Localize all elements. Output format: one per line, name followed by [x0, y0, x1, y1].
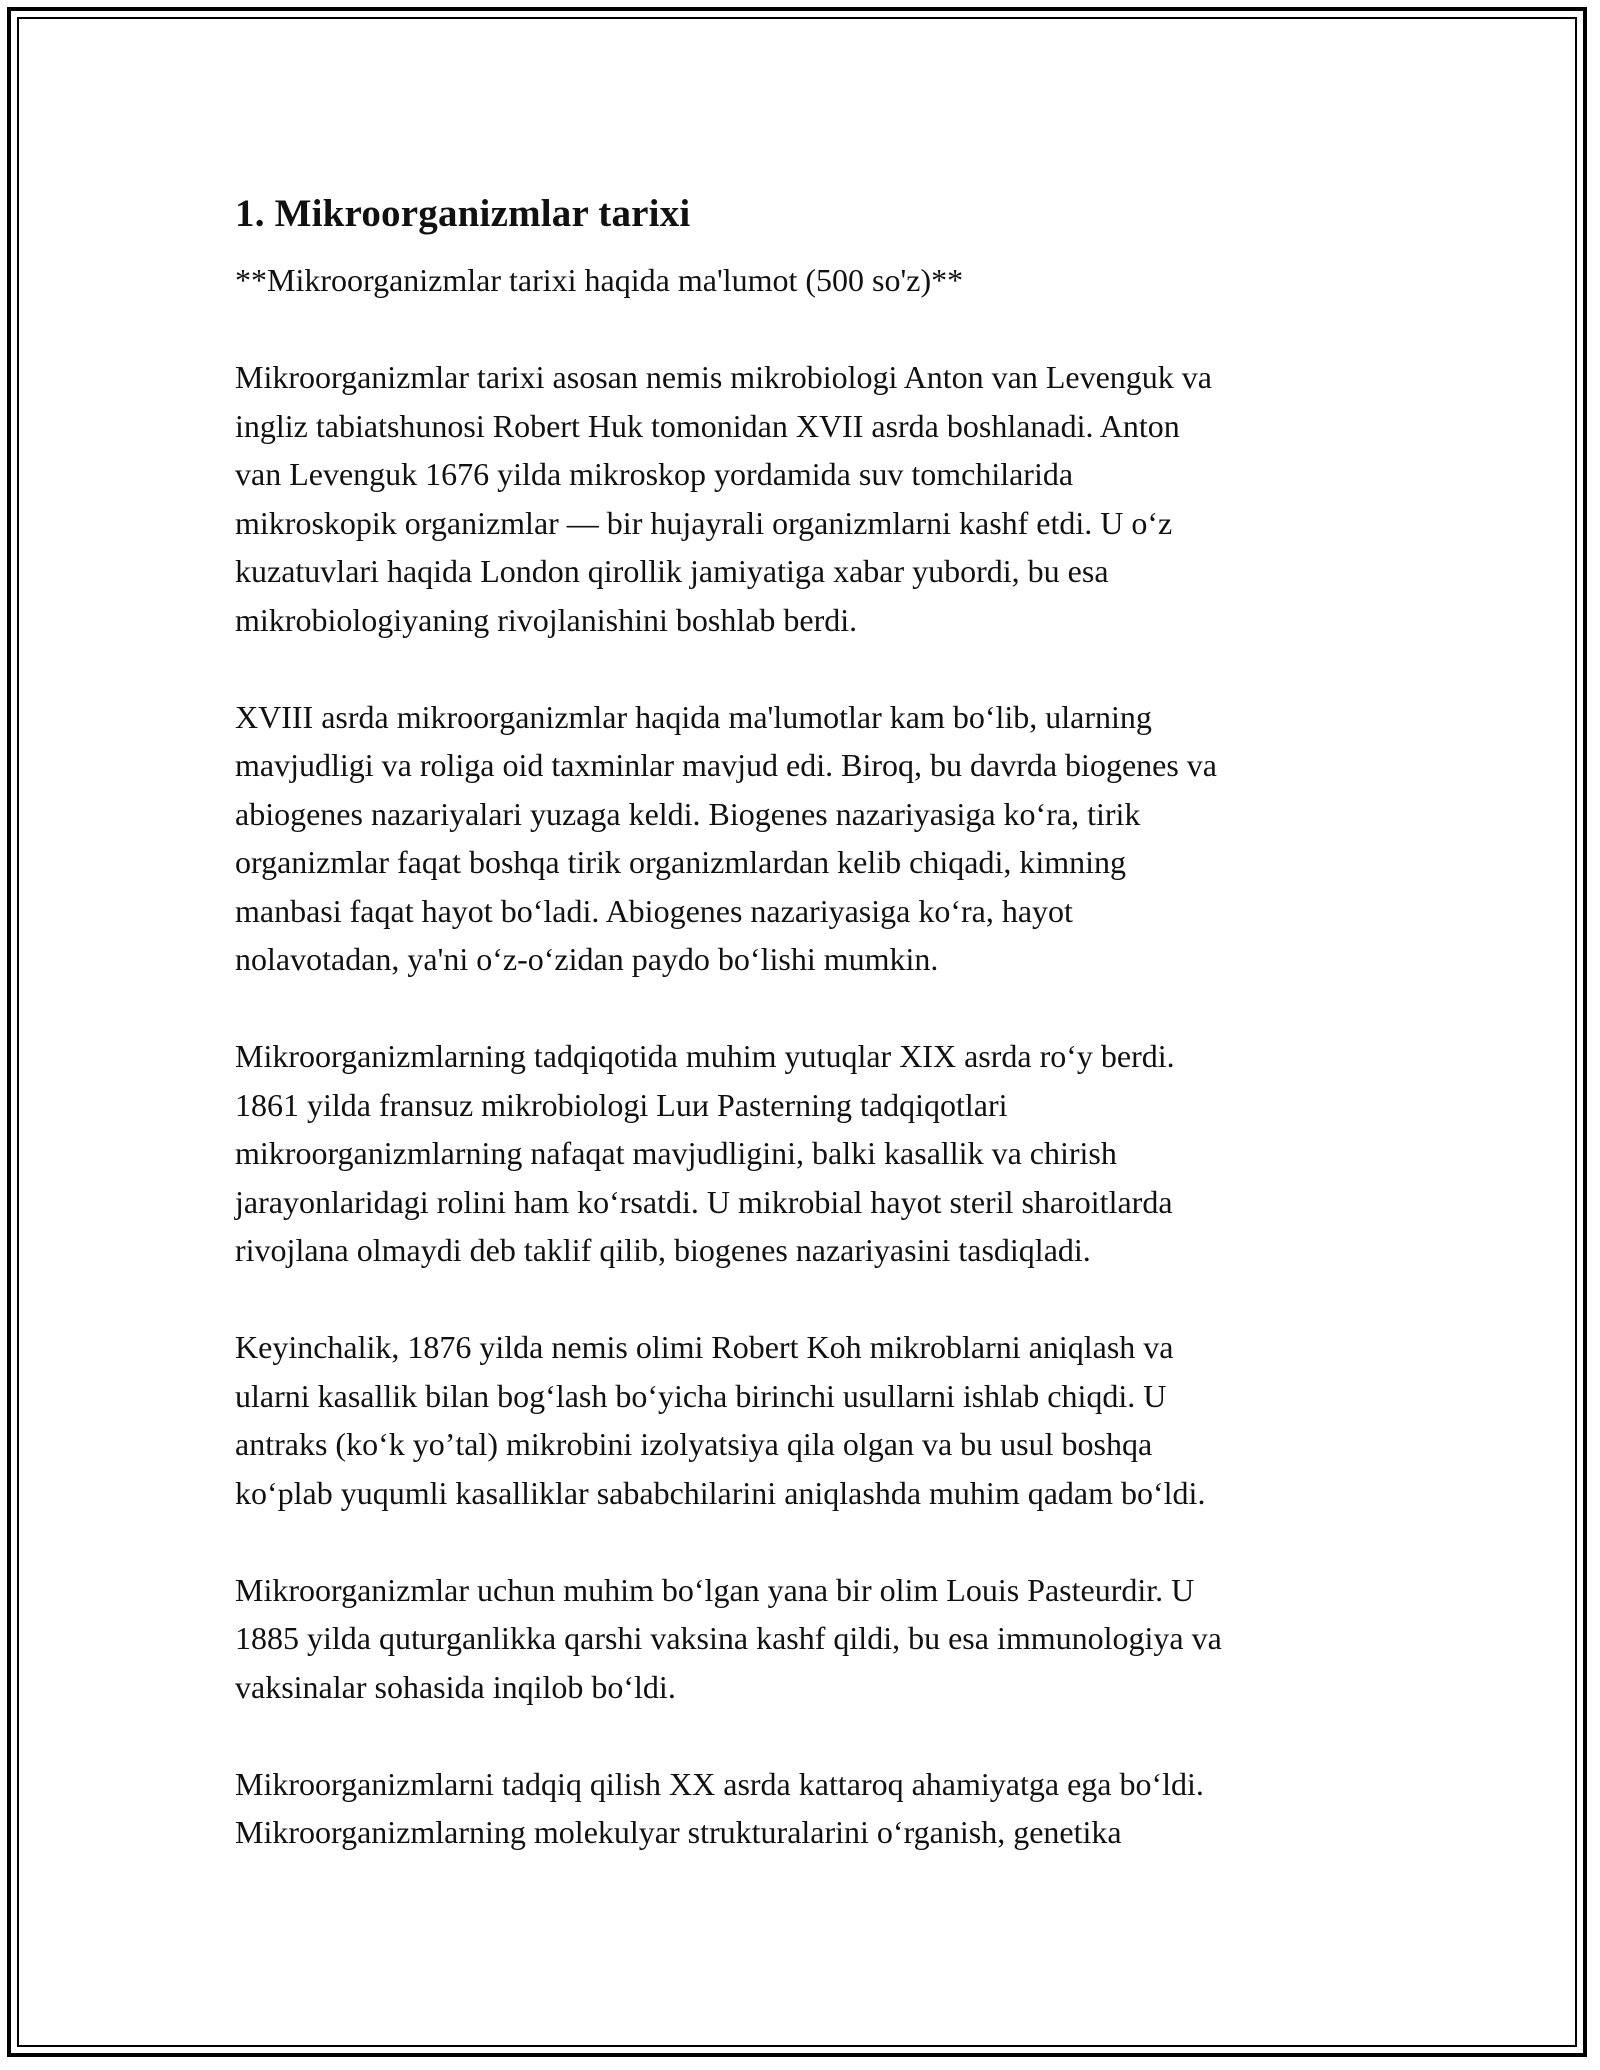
- paragraph-line: antraks (koʻk yoʼtal) mikrobini izolyatsiya qila olgan va bu usul boshqa: [235, 1426, 1153, 1462]
- paragraph-line: rivojlana olmaydi deb taklif qilib, biogenes nazariyasini tasdiqladi.: [235, 1232, 1091, 1268]
- paragraph-line: van Levenguk 1676 yilda mikroskop yordamida suv tomchilarida: [235, 456, 1074, 492]
- section-heading: 1. Mikroorganizmlar tarixi: [235, 192, 691, 235]
- paragraph-line: mavjudligi va roliga oid taxminlar mavjud edi. Biroq, bu davrda biogenes va: [235, 747, 1217, 783]
- paragraph-line: Keyinchalik, 1876 yilda nemis olimi Robert Koh mikroblarni aniqlash va: [235, 1329, 1174, 1365]
- paragraph-1: [235, 353, 1395, 644]
- paragraph-line: vaksinalar sohasida inqilob boʻldi.: [235, 1668, 676, 1705]
- paragraph-line: Mikroorganizmlar tarixi asosan nemis mikrobiologi Anton van Levenguk va: [235, 359, 1212, 395]
- paragraph-line: 1885 yilda quturganlikka qarshi vaksina kashf qildi, bu esa immunologiya va: [235, 1620, 1222, 1656]
- paragraph-line: XVIII asrda mikroorganizmlar haqida ma'lumotlar kam boʻlib, ularning: [235, 698, 1152, 735]
- paragraph-line: Mikroorganizmlarning molekulyar strukturalarini oʻrganish, genetika: [235, 1814, 1122, 1850]
- paragraph-line: nolavotadan, ya'ni oʻz-oʻzidan paydo boʻlishi mumkin.: [235, 941, 939, 977]
- paragraph-line: mikrobiologiyaning rivojlanishini boshlab berdi.: [235, 601, 858, 638]
- paragraph-2: [235, 693, 1395, 984]
- paragraph-4: [235, 1323, 1395, 1517]
- paragraph-line: abiogenes nazariyalari yuzaga keldi. Biogenes nazariyasiga koʻra, tirik: [235, 795, 1141, 832]
- document-body: [235, 186, 1395, 1857]
- paragraph-line: jarayonlaridagi rolini ham koʻrsatdi. U mikrobial hayot steril sharoitlarda: [235, 1183, 1173, 1220]
- paragraph-line: koʻplab yuqumli kasalliklar sababchilarini aniqlashda muhim qadam boʻldi.: [235, 1474, 1206, 1511]
- paragraph-3: [235, 1032, 1395, 1275]
- paragraph-line: kuzatuvlari haqida London qirollik jamiyatiga xabar yubordi, bu esa: [235, 553, 1109, 589]
- paragraph-5: [235, 1566, 1395, 1712]
- paragraph-line: organizmlar faqat boshqa tirik organizmlardan kelib chiqadi, kimning: [235, 844, 1127, 880]
- section-subtitle: **Mikroorganizmlar tarixi haqida ma'lumot (500 so'z)**: [235, 262, 964, 298]
- paragraph-line: mikroorganizmlarning nafaqat mavjudligini, balki kasallik va chirish: [235, 1135, 1117, 1171]
- paragraph-line: ingliz tabiatshunosi Robert Huk tomonidan XVII asrda boshlanadi. Anton: [235, 407, 1180, 444]
- paragraph-line: Mikroorganizmlarni tadqiq qilish XX asrda kattaroq ahamiyatga ega boʻldi.: [235, 1765, 1204, 1802]
- paragraph-line: manbasi faqat hayot boʻladi. Abiogenes nazariyasiga koʻra, hayot: [235, 892, 1073, 929]
- paragraph-line: mikroskopik organizmlar — bir hujayrali organizmlarni kashf etdi. U oʻz: [235, 504, 1173, 541]
- paragraph-6: [235, 1760, 1395, 1857]
- paragraph-line: Mikroorganizmlar uchun muhim boʻlgan yana bir olim Louis Pasteurdir. U: [235, 1571, 1195, 1608]
- paragraph-line: 1861 yilda fransuz mikrobiologi Luи Pasterning tadqiqotlari: [235, 1086, 1008, 1123]
- paragraph-line: ularni kasallik bilan bogʻlash boʻyicha birinchi usullarni ishlab chiqdi. U: [235, 1377, 1167, 1414]
- paragraph-line: Mikroorganizmlarning tadqiqotida muhim yutuqlar XIX asrda roʻy berdi.: [235, 1038, 1175, 1074]
